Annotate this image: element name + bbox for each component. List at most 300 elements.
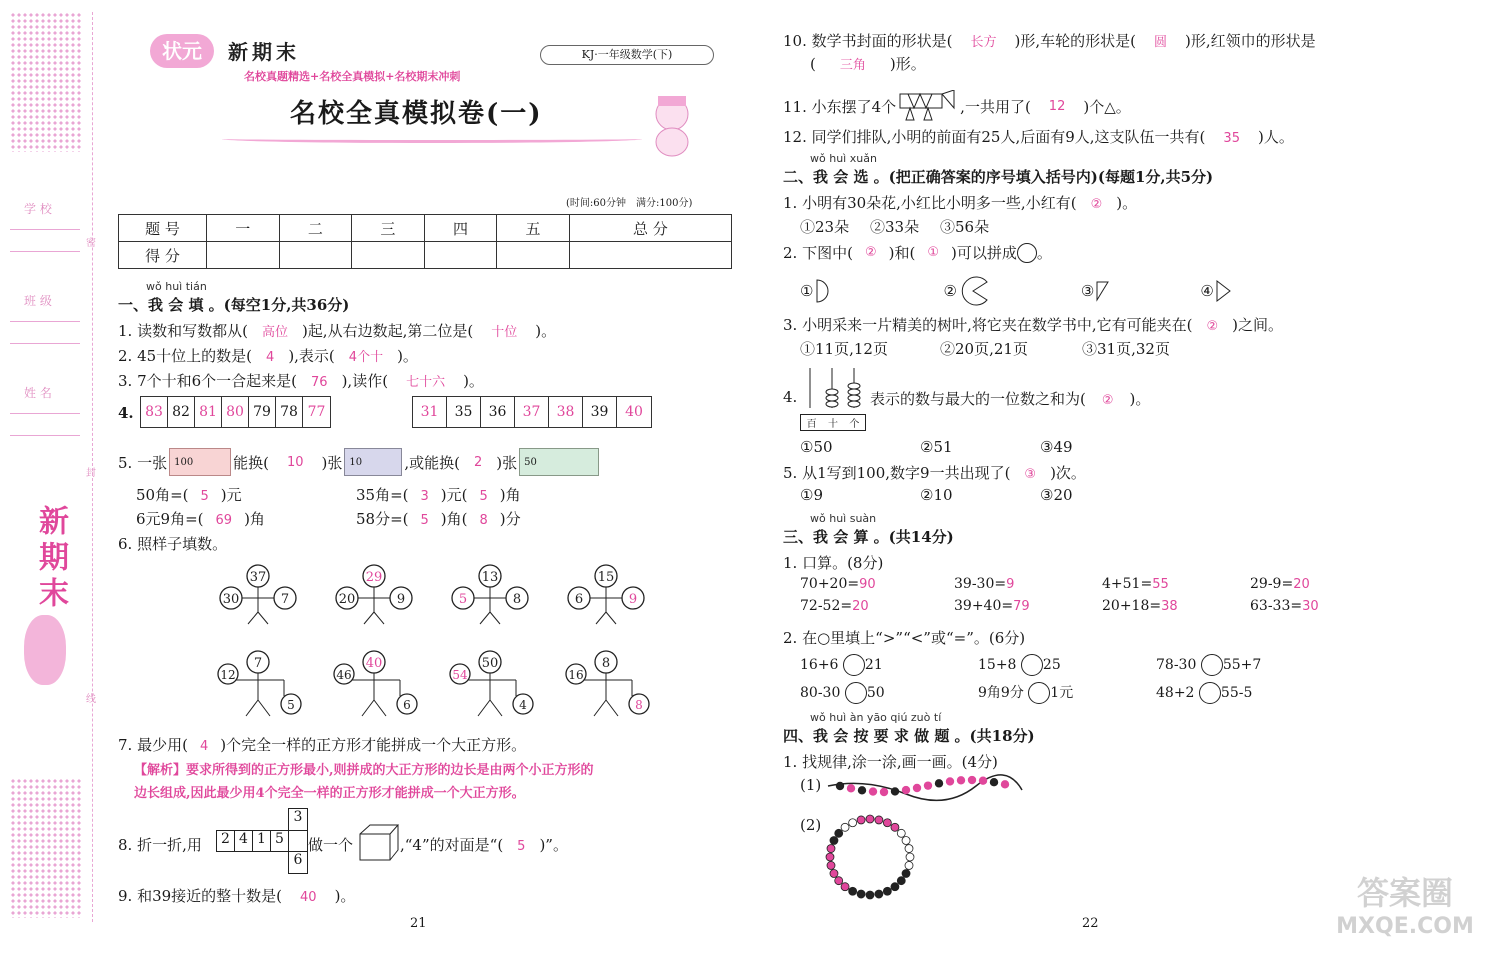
calc-item: 4+51=55: [1102, 576, 1169, 592]
q5-answer8: 8: [479, 513, 488, 528]
option: ②51: [920, 438, 953, 456]
s2q4-opts: [800, 438, 1073, 456]
net-face: 2: [217, 831, 235, 851]
q10-text5: )形。: [889, 55, 926, 73]
q7-answer: 4: [199, 739, 209, 754]
bead: [827, 845, 835, 853]
q5-answer4: 3: [420, 489, 429, 504]
s2q5: [783, 462, 1086, 483]
q7-text2: )个完全一样的正方形才能拼成一个大正方形。: [220, 736, 527, 754]
bill-100-image: [169, 448, 231, 476]
score-cell[interactable]: [497, 242, 570, 269]
calc-item: 63-33=30: [1250, 598, 1319, 614]
s2q3: [783, 314, 1283, 335]
q5-answer3: 5: [200, 489, 209, 504]
title-underline: [222, 135, 642, 143]
bead: [836, 782, 844, 790]
bead: [857, 890, 865, 898]
stick-figure: [334, 651, 417, 716]
s2q2: [783, 242, 1052, 263]
pacman-shape-icon: [957, 276, 991, 306]
compare-item: 15+8 25: [978, 654, 1156, 676]
bead: [946, 777, 954, 785]
bead: [858, 786, 866, 794]
figure-top-number: 15: [597, 570, 615, 585]
cut-mark-2: 封: [86, 468, 96, 479]
figure-top-number: 8: [601, 656, 611, 671]
q5-text: )元(: [440, 486, 468, 504]
q4-row2: [412, 396, 652, 428]
figure-left-number: 6: [574, 592, 584, 607]
bead: [841, 823, 849, 831]
q8-text2: 做一个: [308, 836, 354, 854]
q4-cell: 38: [549, 397, 583, 427]
watermark-line1: 答案圈: [1356, 874, 1453, 912]
option: ②10: [920, 486, 953, 504]
compare-item: 80-30 50: [800, 682, 978, 704]
compare-grid: [800, 654, 1320, 704]
q5-text: )角: [499, 486, 521, 504]
calc-item: 39+40=79: [954, 598, 1030, 614]
q8-text1: 8. 折一折,用: [118, 836, 202, 854]
bead: [905, 845, 913, 853]
page-number-right: 22: [1082, 916, 1099, 931]
half-circle-shape-icon: [813, 278, 833, 304]
sec2-pinyin: wǒ huì xuǎn: [810, 152, 877, 165]
score-cell[interactable]: [352, 242, 425, 269]
q6-row2: [210, 648, 670, 720]
q10-answer3: 三角: [839, 58, 866, 73]
stick-figure: [452, 565, 528, 624]
option: ③56朵: [940, 218, 990, 236]
q5-text: 5. 一张: [118, 453, 168, 472]
bead: [902, 786, 910, 794]
compare-circle[interactable]: [1028, 682, 1050, 704]
s3q2-title: 2. 在○里填上“>”“<”或“=”。(6分): [783, 629, 1026, 647]
q5-text3: )张: [321, 453, 343, 472]
option: ④: [1200, 282, 1214, 300]
q7: [118, 734, 526, 755]
calc-item: 29-9=20: [1250, 576, 1310, 592]
compare-circle[interactable]: [1201, 654, 1223, 676]
bill-10-image: [344, 448, 402, 476]
net-face: 4: [235, 831, 253, 851]
s2q3-text2: )之间。: [1232, 316, 1283, 334]
score-table: [118, 214, 732, 269]
score-header-3: 三: [352, 215, 425, 242]
q2-text2: ),表示(: [288, 347, 335, 365]
bead: [857, 816, 865, 824]
bead: [897, 877, 905, 885]
q4-label: 4.: [118, 404, 134, 422]
bead: [875, 890, 883, 898]
bead: [902, 837, 910, 845]
triangle-figure-image: [898, 90, 958, 122]
score-header-0: 题 号: [119, 215, 207, 242]
option: ③49: [1040, 438, 1073, 456]
brand-name: 新期末: [228, 40, 300, 64]
cut-mark-1: 密: [86, 238, 96, 249]
class-label: 班 级: [10, 292, 80, 322]
score-header-1: 一: [207, 215, 280, 242]
s2q1-text: 1. 小明有30朵花,小红比小明多一些,小红有(: [783, 194, 1077, 212]
score-cell[interactable]: [424, 242, 497, 269]
q10-line1: [783, 30, 1316, 51]
s2q4-label: 4.: [783, 388, 798, 406]
q5-text: )分: [499, 510, 521, 528]
option: ①9: [800, 486, 823, 504]
sec1-title: 一、我 会 填 。(每空1分,共36分): [118, 296, 350, 314]
bead: [830, 869, 838, 877]
q2-text: 2. 45十位上的数是(: [118, 347, 253, 365]
figure-left-number: 46: [336, 668, 352, 682]
figure-left-number: 12: [220, 668, 236, 682]
s2q4-answer: ②: [1101, 393, 1114, 408]
q1-text2: )起,从右边数起,第二位是(: [301, 322, 474, 340]
figure-right-number: 8: [512, 592, 522, 607]
bead-circle-image: [822, 814, 922, 900]
bead-string-pattern: [826, 772, 1026, 816]
s2q1-text2: )。: [1116, 194, 1138, 212]
q2-answer1: 4: [266, 350, 275, 365]
q4-row1: [140, 396, 331, 428]
stick-figure: [450, 651, 533, 716]
s2q3-opts: [800, 338, 1170, 359]
figure-left-number: 16: [568, 668, 584, 682]
q11: [783, 90, 1131, 122]
option: ③: [1080, 282, 1095, 300]
q5-text5: )张: [496, 453, 518, 472]
s2q2-answer2: ①: [927, 245, 939, 260]
q9-text: 9. 和39接近的整十数是(: [118, 887, 283, 905]
sec3-pinyin: wǒ huì suàn: [810, 512, 877, 525]
compare-circle[interactable]: [1021, 654, 1043, 676]
compare-circle[interactable]: [1199, 682, 1221, 704]
figure-right-number: 7: [280, 592, 290, 607]
figure-left-number: 5: [458, 592, 468, 607]
bead: [906, 853, 914, 861]
cut-mark-3: 线: [86, 694, 96, 705]
sec1-pinyin: wǒ huì tián: [146, 280, 207, 293]
score-cell[interactable]: [207, 242, 280, 269]
q11-text3: )个△。: [1083, 97, 1131, 116]
bead: [835, 877, 843, 885]
s2q2-text3: )可以拼成: [950, 244, 1017, 262]
bead-circle-pattern: [822, 814, 922, 904]
page-title: 名校全真模拟卷(一): [290, 99, 543, 129]
q10-text2: )形,车轮的形状是(: [1014, 32, 1136, 50]
q4-cell: 77: [307, 404, 326, 420]
school-label: 学 校: [10, 200, 80, 230]
q3-answer2: 七十六: [406, 375, 446, 390]
q10-text: 10. 数学书封面的形状是(: [783, 32, 953, 50]
bead: [891, 823, 899, 831]
q5-line3b: [356, 508, 521, 529]
stick-figure: [336, 565, 412, 624]
cube-net: [216, 808, 308, 876]
bead: [849, 819, 857, 827]
compare-item: 48+2 55-5: [1156, 682, 1320, 704]
sec4-title: 四、我 会 按 要 求 做 题 。(共18分): [783, 727, 1035, 745]
bead: [835, 829, 843, 837]
q8-text: )”。: [539, 836, 568, 854]
q5-text: )角: [244, 510, 265, 528]
q10-answer2: 圆: [1153, 35, 1167, 50]
q12-text2: )人。: [1257, 128, 1294, 146]
calc-item: 70+20=90: [800, 576, 876, 592]
q4-cell: 78: [276, 397, 303, 427]
s2q5-answer: ③: [1024, 467, 1037, 482]
s2q4-text2: )。: [1129, 390, 1151, 408]
compare-circle[interactable]: [843, 654, 865, 676]
brand-sub: 名校真题精选+名校全真模拟+名校期末冲刺: [244, 70, 461, 83]
q9: [118, 885, 355, 906]
figure-right-number: 5: [287, 698, 295, 712]
s2q4-text: 表示的数与最大的一位数之和为(: [870, 390, 1086, 408]
q8-text: ,“4”的对面是“(: [400, 836, 504, 854]
figure-left-number: 30: [222, 592, 240, 607]
net-face: 6: [288, 852, 308, 874]
q5-answer5: 5: [479, 489, 488, 504]
q5-answer6: 69: [215, 513, 233, 528]
figure-top-number: 29: [365, 570, 383, 585]
oral-calc-grid: [800, 576, 1360, 614]
q4-cell: 79: [249, 397, 276, 427]
q5-line3a: [136, 508, 265, 529]
figure-top-number: 7: [253, 656, 263, 671]
compare-item: 78-30 55+7: [1156, 654, 1320, 676]
abacus-label: 十: [827, 419, 838, 430]
q5-text4: ,或能换(: [404, 453, 460, 472]
q5-text: 58分=(: [356, 510, 409, 528]
q5-answer2: 2: [473, 454, 483, 470]
bead: [990, 778, 998, 786]
bead: [841, 883, 849, 891]
calc-item: 20+18=38: [1102, 598, 1178, 614]
q5-answer7: 5: [420, 513, 429, 528]
compare-item: 9角9分 1元: [978, 682, 1156, 704]
figure-right-number: 9: [628, 592, 638, 607]
bead: [830, 837, 838, 845]
figure-left-number: 20: [338, 592, 356, 607]
q5-line2b: [356, 484, 521, 505]
q11-answer: 12: [1048, 98, 1066, 114]
q9-text2: )。: [334, 887, 356, 905]
figure-right-number: 8: [635, 698, 643, 712]
stick-figure: [218, 651, 301, 716]
score-row-label: 得 分: [119, 242, 207, 269]
bead: [979, 776, 987, 784]
option: ③31页,32页: [1082, 340, 1170, 358]
figure-right-number: 9: [396, 592, 406, 607]
s4q1-title: 1. 找规律,涂一涂,画一画。(4分): [783, 753, 998, 771]
stick-figure: [568, 565, 644, 624]
q6-text: 6. 照样子填数。: [118, 535, 228, 553]
q2: [118, 345, 418, 366]
q4-cell: 37: [515, 397, 549, 427]
option: ①11页,12页: [800, 340, 888, 358]
circle-shape-icon: [1017, 243, 1037, 263]
q4-cell: 82: [168, 397, 195, 427]
name-label: 姓 名: [10, 384, 80, 414]
q10-text3: )形,红领巾的形状是: [1185, 32, 1316, 50]
q11-text: 11. 小东摆了4个: [783, 97, 897, 116]
left-dot-pattern-top: [10, 12, 82, 152]
q4-cell: 83: [141, 397, 168, 427]
q8-answer: 5: [517, 839, 526, 854]
bead: [935, 779, 943, 787]
option: ①50: [800, 438, 833, 456]
s4q1-part1-label: (1): [800, 776, 822, 794]
bead: [957, 776, 965, 784]
q5-text: )元: [220, 486, 242, 504]
net-face: 3: [288, 808, 308, 830]
bead: [905, 861, 913, 869]
q12-answer: 35: [1223, 131, 1240, 146]
score-cell[interactable]: [569, 242, 731, 269]
wedge-shape-icon: [1214, 278, 1234, 304]
bead: [883, 819, 891, 827]
s2q3-answer: ②: [1206, 319, 1219, 334]
q4-cell: 80: [222, 397, 249, 427]
bead: [847, 784, 855, 792]
q3-answer1: 76: [311, 375, 328, 390]
abacus-image: [800, 364, 866, 428]
sidebar-info: [10, 200, 80, 436]
q6-row1: [210, 562, 670, 626]
score-header-2: 二: [279, 215, 352, 242]
figure-top-number: 50: [481, 656, 499, 671]
bead: [913, 784, 921, 792]
s2q5-opts: [800, 486, 1073, 504]
grade-tag: KJ·一年级数学(下): [540, 45, 714, 65]
s3q1-title: 1. 口算。(8分): [783, 554, 884, 572]
q10-text4: (: [810, 55, 816, 73]
option: ①23朵: [800, 218, 850, 236]
q5-text: 6元9角=(: [136, 510, 204, 528]
score-header-6: 总 分: [569, 215, 731, 242]
stick-figure: [220, 565, 296, 624]
q3: [118, 370, 484, 391]
q1-text3: )。: [535, 322, 557, 340]
q7-text: 7. 最少用(: [118, 736, 188, 754]
stick-figure: [566, 651, 649, 716]
bead: [866, 815, 874, 823]
bead: [875, 816, 883, 824]
score-header-4: 四: [424, 215, 497, 242]
net-face: 1: [253, 831, 271, 851]
s2q4: [870, 388, 1150, 409]
abacus-label: 百: [806, 419, 817, 430]
q4-cell: 35: [447, 397, 481, 427]
abacus-label: 个: [849, 419, 860, 430]
q12-text: 12. 同学们排队,小明的前面有25人,后面有9人,这支队伍一共有(: [783, 128, 1206, 146]
compare-circle[interactable]: [845, 682, 867, 704]
bill-50-image: [519, 448, 599, 476]
figure-right-number: 4: [519, 698, 527, 712]
left-dot-pattern-bottom: [10, 778, 82, 918]
option: ②33朵: [870, 218, 920, 236]
option: ②: [943, 282, 957, 300]
score-header-5: 五: [497, 215, 570, 242]
q4-cell: 39: [583, 397, 617, 427]
bead: [891, 787, 899, 795]
q5-answer1: 10: [286, 454, 304, 470]
q1: [118, 320, 556, 341]
bead: [897, 829, 905, 837]
q1-text: 1. 读数和写数都从(: [118, 322, 248, 340]
q2-answer2: 4个十: [348, 350, 384, 365]
bead: [866, 891, 874, 899]
q11-text2: ,一共用了(: [960, 97, 1031, 116]
q4-cell: 31: [413, 397, 447, 427]
option: ③20: [1040, 486, 1073, 504]
bill-10-value: 10: [349, 456, 363, 468]
s2q1-opts: [800, 216, 989, 237]
s2q2-text2: )和(: [888, 244, 916, 262]
net-face: 5: [271, 831, 289, 851]
sec3-title: 三、我 会 算 。(共14分): [783, 528, 954, 546]
watermark-logo: [1320, 868, 1490, 948]
s2q2-answer1: ②: [864, 245, 877, 260]
q10-answer1: 长方: [970, 35, 997, 50]
figure-right-number: 6: [403, 698, 411, 712]
brand-logo: 状元: [150, 34, 214, 68]
q5-line1: [118, 448, 601, 476]
q4-cell: 36: [481, 397, 515, 427]
calc-item: 72-52=20: [800, 598, 869, 614]
q3-text: 3. 7个十和6个一合起来是(: [118, 372, 298, 390]
s2q5-text2: )次。: [1050, 464, 1086, 482]
figure-top-number: 13: [481, 570, 499, 585]
cube-image: [356, 822, 400, 866]
exam-info: (时间:60分钟 满分:100分): [566, 198, 693, 209]
q1-answer1: 高位: [261, 325, 288, 340]
s4q1-part2-label: (2): [800, 816, 822, 834]
s2q2-opts: [800, 276, 1234, 306]
q3-text3: )。: [463, 372, 484, 390]
bill-100-value: 100: [174, 456, 194, 468]
q5-text: 35角=(: [356, 486, 409, 504]
score-cell[interactable]: [279, 242, 352, 269]
page-number-left: 21: [410, 916, 427, 931]
q9-answer: 40: [300, 890, 317, 905]
bead: [826, 853, 834, 861]
compare-item: 16+6 21: [800, 654, 978, 676]
q5-text2: 能换(: [233, 453, 269, 472]
bead: [902, 869, 910, 877]
q8-text3: [400, 834, 568, 855]
vertical-brand: 新期末: [33, 505, 68, 613]
q5-line2a: [136, 484, 242, 505]
bead: [891, 883, 899, 891]
bead: [880, 788, 888, 796]
option: ①: [800, 282, 814, 300]
watermark-line2: MXQE.COM: [1336, 914, 1474, 939]
q4-cell: 81: [195, 397, 222, 427]
q10-line2: [810, 53, 926, 74]
calc-item: 39-30=9: [954, 576, 1015, 592]
q3-text2: ),读作(: [341, 372, 389, 390]
q5-text: )角(: [440, 510, 468, 528]
q2-text3: )。: [397, 347, 418, 365]
bead-string-image: [826, 772, 1026, 812]
bead: [924, 781, 932, 789]
q5-text: 50角=(: [136, 486, 189, 504]
bead: [968, 776, 976, 784]
vertical-logo: [24, 615, 66, 685]
bill-50-value: 50: [524, 456, 537, 468]
